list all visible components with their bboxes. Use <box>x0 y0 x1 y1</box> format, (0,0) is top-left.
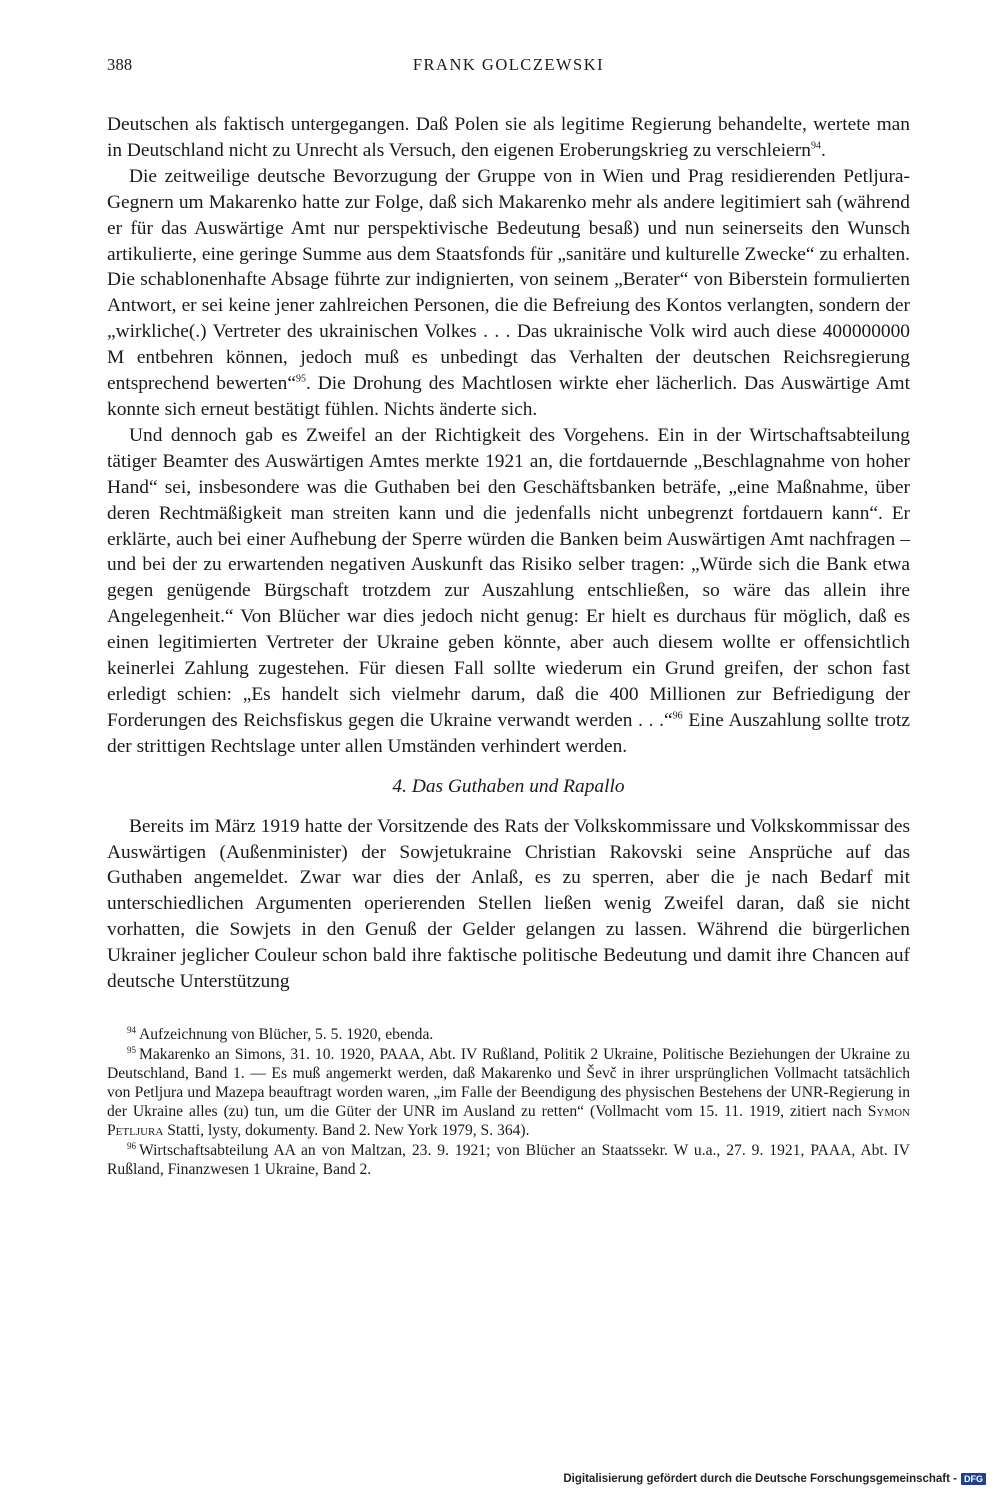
section-heading: 4. Das Guthaben und Rapallo <box>392 775 625 797</box>
author-name: Symon Petljura <box>107 1103 910 1139</box>
dfg-logo: DFG <box>961 1473 986 1485</box>
footnote-ref-94[interactable]: 94 <box>810 140 821 152</box>
page-header <box>107 55 910 81</box>
paragraph-3: Und dennoch gab es Zweifel an der Richtigkeit des Vorgehens. Ein in der Wirtschaftsabteilung tätiger Beamter des Auswärtigen Amtes merkte 1921 an, die fortdauernde „Beschlagnahme von hoher Hand“ sei, insbesondere was die Guthaben bei den Geschäftsbanken beträfe, „eine Maßnahme, über deren Rechtmäßigkeit man streiten kann und die jedenfalls nicht unbegrenzt fortdauern kann“. Er erklärte, auch bei einer Aufhebung der Sperre würden die Banken beim Auswärtigen Amt nachfragen – und bei der zu erwartenden negativen Auskunft das Risiko selber tragen: „Würde sich die Bank etwa gegen genügende Bürgschaft trotzdem zur Auszahlung entschließen, so wäre das allein ihre Angelegenheit.“ Von Blücher war dies jedoch nicht genug: Er hielt es durchaus für möglich, daß es einen legitimierten Vertreter der Ukraine geben könnte, aber auch diesem wollte er offensichtlich keinerlei Zahlung zugestehen. Für diesen Fall sollte wiederum ein Grund greifen, der schon fast erledigt schien: „Es handelt sich vielmehr darum, daß die 400 Millionen zur Befriedigung der Forderungen des Reichsfiskus gegen die Ukraine verwandt werden . . .“$^{96}$ Eine Auszahlung sollte trotz der strittigen Rechtslage unter allen Umständen verhindert werden. <box>107 424 910 757</box>
footnote-ref-95[interactable]: 95 <box>295 373 306 385</box>
funding-text: Digitalisierung gefördert durch die Deutsche Forschungsgemeinschaft - <box>563 1473 957 1485</box>
page-number: 388 <box>107 55 133 74</box>
footnotes <box>107 1025 910 1179</box>
page <box>107 55 910 1180</box>
paragraph-4: Bereits im März 1919 hatte der Vorsitzende des Rats der Volkskommissare und Volkskommissar des Auswärtigen (Außenminister) der Sowjetukraine Christian Rakovski seine Ansprüche auf das Guthaben angemeldet. Zwar war dies der Anlaß, es zu sperren, aber die je nach Bedarf mit unterschiedlichen Argumenten operierenden Stellen ließen wenig Zweifel daran, daß sie nicht vorhatten, die Sowjets in den Genuß der Gelder gelangen zu lassen. Während die bürgerlichen Ukrainer jeglicher Couleur schon bald ihre faktische politische Bedeutung und damit ihre Chancen auf deutsche Unterstützung <box>107 815 910 993</box>
footnote-ref-96[interactable]: 96 <box>672 710 683 722</box>
running-head: FRANK GOLCZEWSKI <box>412 55 605 74</box>
footnote-94: $^{94}$ Aufzeichnung von Blücher, 5. 5. 1920, ebenda. <box>127 1024 434 1043</box>
funding-note <box>563 1473 986 1485</box>
footnote-95: $^{95}$ Makarenko an Simons, 31. 10. 1920, PAAA, Abt. IV Rußland, Politik 2 Ukraine, Politische Beziehungen der Ukraine zu Deutschland, Band 1. — Es muß angemerkt werden, daß Makarenko und Ševč in ihrer ursprünglichen Vollmacht tatsächlich von Petljura und Mazepa beauftragt worden waren, „im Falle der Beendigung des physischen Bestehens der UNR-Regierung in der Ukraine alles (zu) tun, um die Güter der UNR im Ausland zu retten“ (Vollmacht vom 15. 11. 1919, zitiert nach Symon Petljura Statti, lysty, dokumenty. Band 2. New York 1979, S. 364). <box>107 1044 910 1139</box>
paragraph-2: Die zeitweilige deutsche Bevorzugung der Gruppe von in Wien und Prag residierenden Petljura-Gegnern um Makarenko hatte zur Folge, daß sich Makarenko mehr als andere legitimiert sah (während er für das Auswärtige Amt nur perspektivische Bedeutung besaß) und nun seinerseits den Wunsch artikulierte, eine geringe Summe aus dem Staatsfonds für „sanitäre und kulturelle Zwecke“ zu erhalten. Die schablonenhafte Absage führte zur indignierten, von seinem „Berater“ von Biberstein formulierten Antwort, er sei keine jener zahlreichen Personen, die die Befreiung des Kontos verlangten, sondern der „wirkliche(.) Vertreter des ukrainischen Volkes . . . Das ukrainische Volk wird auch diese 400000000 M entbehren können, jedoch muß es unbedingt das Verhalten der deutschen Reichsregierung entsprechend bewerten“$^{95}$. Die Drohung des Machtlosen wirkte eher lächerlich. Das Auswärtige Amt konnte sich erneut bestätigt fühlen. Nichts änderte sich. <box>107 165 910 420</box>
paragraph-1: Deutschen als faktisch untergegangen. Daß Polen sie als legitime Regierung behandelte, wertete man in Deutschland nicht zu Unrecht als Versuch, den eigenen Eroberungskrieg zu verschleiern$^{94}$. <box>107 114 910 161</box>
footnote-96: $^{96}$ Wirtschaftsabteilung AA an von Maltzan, 23. 9. 1921; von Blücher an Staatssekr. W u.a., 27. 9. 1921, PAAA, Abt. IV Rußland, Finanzwesen 1 Ukraine, Band 2. <box>107 1140 910 1178</box>
body-text <box>107 112 910 995</box>
